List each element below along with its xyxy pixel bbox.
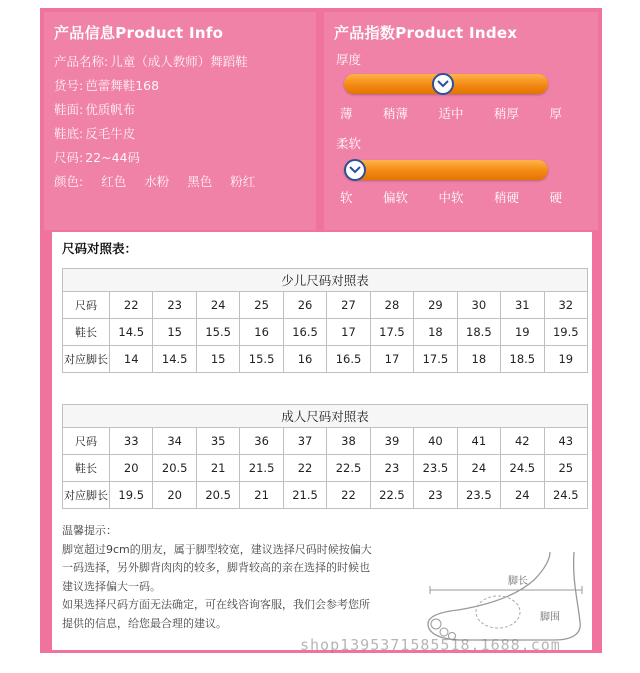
table-cell: 22: [110, 292, 153, 319]
table-cell: 16: [240, 319, 283, 346]
table-cell: 17: [327, 319, 370, 346]
table-cell: 19.5: [544, 319, 587, 346]
table-row: [63, 428, 588, 455]
info-value: 反毛牛皮: [85, 126, 136, 141]
table-cell: 21.5: [283, 482, 326, 509]
table-cell: 19: [544, 346, 587, 373]
thickness-knob: [432, 73, 454, 95]
table-cell: 16.5: [327, 346, 370, 373]
table-cell: 18: [457, 346, 500, 373]
row-label: 对应脚长: [63, 482, 110, 509]
foot-illustration-icon: [422, 550, 590, 644]
info-value: 儿童（成人教师）舞蹈鞋: [110, 54, 248, 69]
table-cell: 20.5: [196, 482, 239, 509]
table-cell: 15: [196, 346, 239, 373]
table-cell: 20.5: [153, 455, 196, 482]
row-label: 鞋长: [63, 455, 110, 482]
table-row: [63, 346, 588, 373]
table-cell: 22: [327, 482, 370, 509]
table-cell: 27: [327, 292, 370, 319]
table-cell: 18.5: [501, 346, 544, 373]
softness-label: 柔软: [336, 136, 362, 151]
info-key: 鞋底:: [54, 126, 84, 141]
size-chart-panel: [52, 232, 592, 650]
row-label: 对应脚长: [63, 346, 110, 373]
table-cell: 20: [110, 455, 153, 482]
tips-line: 建议选择偏大一码。: [62, 579, 161, 593]
table-row: [63, 482, 588, 509]
table-cell: 18.5: [457, 319, 500, 346]
table-cell: 22.5: [327, 455, 370, 482]
table-cell: 24: [457, 455, 500, 482]
info-key: 尺码:: [54, 150, 84, 165]
table-cell: 24.5: [501, 455, 544, 482]
table-cell: 19.5: [110, 482, 153, 509]
table-cell: 15.5: [240, 346, 283, 373]
table-cell: 28: [370, 292, 413, 319]
chevron-down-icon: [437, 80, 449, 88]
table-cell: 14: [110, 346, 153, 373]
table-cell: 24: [196, 292, 239, 319]
info-row-name: [54, 52, 248, 70]
table-cell: 17.5: [370, 319, 413, 346]
tips-line: 脚宽超过9cm的朋友，属于脚型较宽，建议选择尺码时候按偏大: [62, 542, 372, 556]
table-cell: 23: [414, 482, 457, 509]
table-cell: 41: [457, 428, 500, 455]
tips-title: 温馨提示：: [62, 524, 117, 537]
table-cell: 29: [414, 292, 457, 319]
row-label: 尺码: [63, 428, 110, 455]
adult-size-table: [62, 404, 588, 509]
tips-line: 提供的信息，给您最合理的建议。: [62, 616, 227, 630]
table-cell: 14.5: [153, 346, 196, 373]
tick-label: 软: [340, 190, 353, 205]
product-index-title: 产品指数Product Index: [334, 24, 518, 42]
table-cell: 21: [240, 482, 283, 509]
table-cell: 20: [153, 482, 196, 509]
info-value: 22~44码: [85, 150, 141, 165]
table-cell: 33: [110, 428, 153, 455]
table-cell: 14.5: [110, 319, 153, 346]
table-cell: 23: [153, 292, 196, 319]
product-index-panel: [324, 12, 598, 230]
table-cell: 37: [283, 428, 326, 455]
table-cell: 24: [501, 482, 544, 509]
tick-label: 适中: [438, 106, 464, 121]
table-cell: 23.5: [457, 482, 500, 509]
thickness-label: 厚度: [336, 52, 362, 67]
watermark: shop1395371585518.1688.com: [300, 636, 561, 654]
tips-line: 如果选择尺码方面无法确定，可在线咨询客服，我们会参考您所: [62, 598, 370, 611]
foot-diagram: [422, 550, 590, 644]
row-label: 鞋长: [63, 319, 110, 346]
kids-table-caption: 少儿尺码对照表: [63, 269, 588, 292]
table-cell: 18: [414, 319, 457, 346]
table-cell: 15.5: [196, 319, 239, 346]
info-key: 货号:: [54, 78, 84, 93]
info-key: 产品名称:: [54, 54, 109, 69]
softness-ticks: [340, 188, 562, 206]
table-cell: 25: [240, 292, 283, 319]
table-cell: 16: [283, 346, 326, 373]
table-cell: 26: [283, 292, 326, 319]
info-value: 优质帆布: [85, 102, 136, 117]
color-option: 红色: [101, 174, 127, 189]
info-value: 芭蕾舞鞋168: [85, 78, 160, 93]
table-cell: 35: [196, 428, 239, 455]
tick-label: 稍薄: [382, 106, 408, 121]
kids-size-table: [62, 268, 588, 373]
adult-table-caption: 成人尺码对照表: [63, 405, 588, 428]
tick-label: 厚: [549, 106, 562, 121]
table-cell: 30: [457, 292, 500, 319]
info-row-colors: [54, 172, 269, 190]
table-cell: 19: [501, 319, 544, 346]
table-cell: 24.5: [544, 482, 587, 509]
foot-length-label: 脚长: [508, 576, 528, 587]
table-cell: 16.5: [283, 319, 326, 346]
table-cell: 23: [370, 455, 413, 482]
info-row-upper: [54, 100, 135, 118]
table-cell: 23.5: [414, 455, 457, 482]
info-row-sole: [54, 124, 135, 142]
table-cell: 39: [370, 428, 413, 455]
table-cell: 31: [501, 292, 544, 319]
table-cell: 38: [327, 428, 370, 455]
color-option: 粉红: [230, 174, 256, 189]
table-cell: 25: [544, 455, 587, 482]
thickness-slider: [344, 74, 548, 94]
tips-line: 一码选择，另外脚背肉肉的较多，脚背较高的亲在选择的时候也: [62, 561, 370, 574]
product-info-title: 产品信息Product Info: [54, 24, 224, 42]
color-option: 水粉: [144, 174, 170, 189]
table-cell: 42: [501, 428, 544, 455]
softness-knob: [344, 159, 366, 181]
tick-label: 稍硬: [493, 190, 519, 205]
table-cell: 21.5: [240, 455, 283, 482]
table-cell: 22: [283, 455, 326, 482]
softness-slider: [344, 160, 548, 180]
tick-label: 中软: [438, 190, 464, 205]
info-key: 鞋面:: [54, 102, 84, 117]
tick-label: 偏软: [382, 190, 408, 205]
table-cell: 17: [370, 346, 413, 373]
tips-section: [62, 522, 392, 633]
product-info-panel: [44, 12, 316, 230]
table-row: [63, 455, 588, 482]
table-cell: 22.5: [370, 482, 413, 509]
table-cell: 43: [544, 428, 587, 455]
info-row-size: [54, 148, 140, 166]
table-cell: 15: [153, 319, 196, 346]
tick-label: 薄: [340, 106, 353, 121]
chevron-down-icon: [349, 166, 361, 174]
table-row: [63, 319, 588, 346]
table-cell: 32: [544, 292, 587, 319]
table-cell: 34: [153, 428, 196, 455]
info-key: 颜色:: [54, 174, 84, 189]
row-label: 尺码: [63, 292, 110, 319]
thickness-ticks: [340, 104, 562, 122]
color-option: 黑色: [187, 174, 213, 189]
table-row: [63, 292, 588, 319]
tick-label: 稍厚: [493, 106, 519, 121]
table-cell: 40: [414, 428, 457, 455]
foot-girth-label: 脚围: [540, 612, 560, 623]
info-row-item-no: [54, 76, 159, 94]
tick-label: 硬: [549, 190, 562, 205]
table-cell: 21: [196, 455, 239, 482]
table-cell: 17.5: [414, 346, 457, 373]
table-cell: 36: [240, 428, 283, 455]
size-chart-title: 尺码对照表：: [62, 241, 138, 256]
